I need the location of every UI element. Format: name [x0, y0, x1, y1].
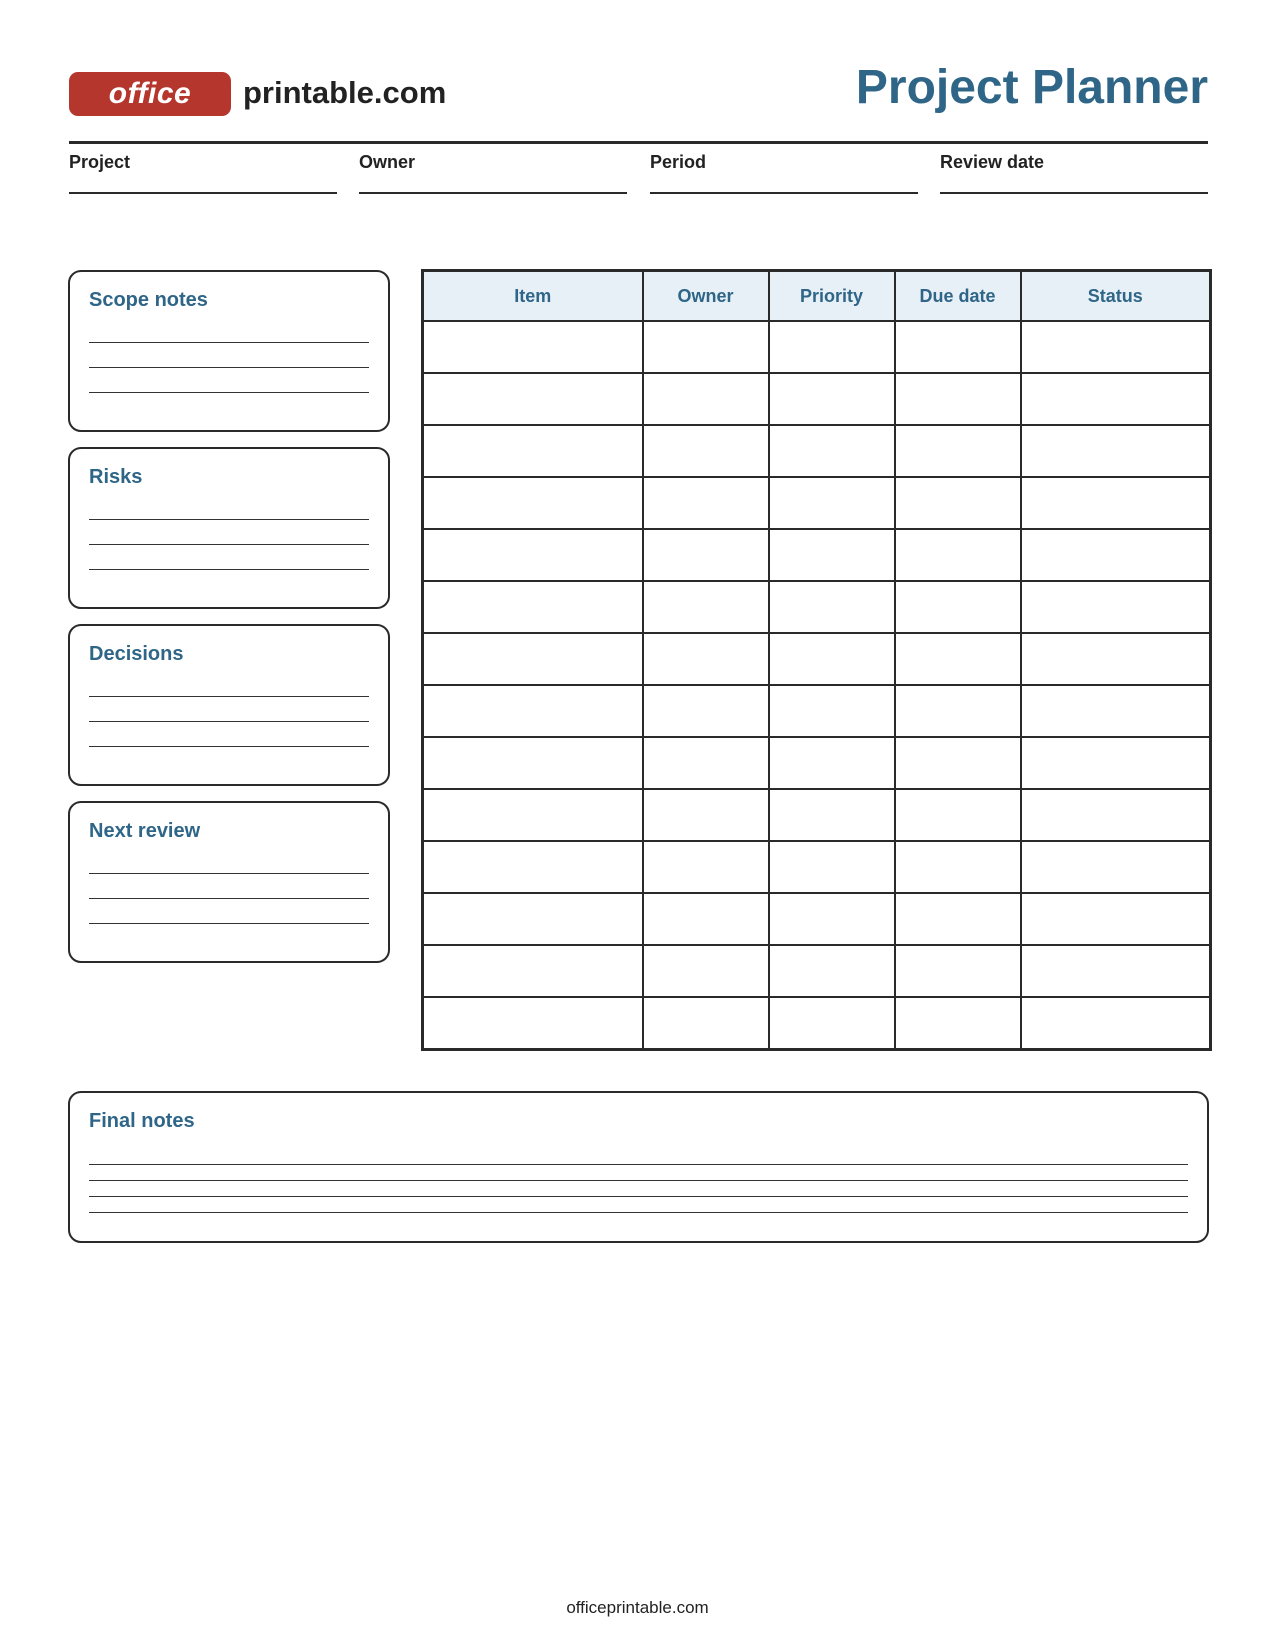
column-header-owner: Owner	[643, 271, 769, 322]
table-cell[interactable]	[643, 477, 769, 529]
writing-line	[89, 569, 369, 570]
table-row	[423, 737, 1211, 789]
table-cell[interactable]	[643, 321, 769, 373]
decisions-box[interactable]	[68, 624, 390, 786]
owner-label: Owner	[359, 152, 416, 172]
table-cell[interactable]	[423, 945, 643, 997]
writing-line	[89, 1180, 1188, 1181]
table-cell[interactable]	[769, 373, 895, 425]
column-header-priority: Priority	[769, 271, 895, 322]
table-cell[interactable]	[423, 529, 643, 581]
project-label: Project	[69, 152, 131, 172]
table-row	[423, 373, 1211, 425]
writing-line	[89, 1212, 1188, 1213]
table-header-row	[423, 271, 1211, 322]
risks-title: Risks	[89, 466, 143, 488]
table-cell[interactable]	[423, 477, 643, 529]
table-cell[interactable]	[643, 841, 769, 893]
writing-line	[89, 898, 369, 899]
table-cell[interactable]	[1021, 789, 1211, 841]
table-cell[interactable]	[423, 893, 643, 945]
table-row	[423, 893, 1211, 945]
table-cell[interactable]	[643, 425, 769, 477]
period-label: Period	[650, 152, 707, 172]
project-field[interactable]	[69, 152, 337, 194]
table-row	[423, 321, 1211, 373]
table-row	[423, 477, 1211, 529]
writing-line	[89, 392, 369, 393]
table-cell[interactable]	[769, 893, 895, 945]
next-review-box[interactable]	[68, 801, 390, 963]
table-cell[interactable]	[769, 945, 895, 997]
writing-line	[89, 923, 369, 924]
table-cell[interactable]	[1021, 477, 1211, 529]
logo-badge	[69, 72, 231, 116]
review-date-field[interactable]	[940, 152, 1208, 194]
table-cell[interactable]	[423, 321, 643, 373]
table-cell[interactable]	[895, 581, 1021, 633]
table-cell[interactable]	[895, 425, 1021, 477]
table-cell[interactable]	[895, 893, 1021, 945]
table-row	[423, 945, 1211, 997]
table-row	[423, 633, 1211, 685]
logo-badge-text: office	[108, 77, 192, 110]
table-cell[interactable]	[895, 529, 1021, 581]
table-cell[interactable]	[1021, 425, 1211, 477]
table-cell[interactable]	[769, 841, 895, 893]
table-cell[interactable]	[1021, 737, 1211, 789]
table-cell[interactable]	[643, 997, 769, 1050]
table-cell[interactable]	[1021, 581, 1211, 633]
table-cell[interactable]	[423, 581, 643, 633]
table-cell[interactable]	[1021, 841, 1211, 893]
writing-line	[89, 721, 369, 722]
writing-line	[89, 873, 369, 874]
table-cell[interactable]	[1021, 633, 1211, 685]
footer-url: officeprintable.com	[566, 1598, 709, 1617]
owner-field[interactable]	[359, 152, 627, 194]
final-notes-title: Final notes	[89, 1110, 195, 1132]
table-cell[interactable]	[643, 737, 769, 789]
table-cell[interactable]	[423, 373, 643, 425]
table-body	[423, 321, 1211, 1050]
table-row	[423, 529, 1211, 581]
writing-line	[89, 1164, 1188, 1165]
table-cell[interactable]	[643, 581, 769, 633]
writing-line	[89, 746, 369, 747]
table-cell[interactable]	[423, 685, 643, 737]
table-cell[interactable]	[643, 945, 769, 997]
table-cell[interactable]	[769, 737, 895, 789]
writing-line	[89, 519, 369, 520]
table-cell[interactable]	[895, 373, 1021, 425]
table-cell[interactable]	[643, 633, 769, 685]
column-header-due-date: Due date	[895, 271, 1021, 322]
table-cell[interactable]	[1021, 945, 1211, 997]
table-cell[interactable]	[895, 633, 1021, 685]
table-cell[interactable]	[769, 997, 895, 1050]
writing-line	[89, 367, 369, 368]
table-row	[423, 685, 1211, 737]
table-cell[interactable]	[1021, 685, 1211, 737]
table-cell[interactable]	[423, 425, 643, 477]
table-cell[interactable]	[643, 789, 769, 841]
logo-domain: printable.com	[243, 75, 447, 110]
table-cell[interactable]	[895, 737, 1021, 789]
decisions-title: Decisions	[89, 643, 184, 665]
table-cell[interactable]	[1021, 321, 1211, 373]
table-row	[423, 789, 1211, 841]
final-notes-box[interactable]	[68, 1091, 1209, 1243]
table-row	[423, 997, 1211, 1050]
writing-line	[89, 544, 369, 545]
table-cell[interactable]	[769, 529, 895, 581]
table-cell[interactable]	[895, 321, 1021, 373]
table-cell[interactable]	[1021, 997, 1211, 1050]
table-cell[interactable]	[895, 477, 1021, 529]
table-cell[interactable]	[769, 425, 895, 477]
table-cell[interactable]	[643, 373, 769, 425]
header-divider	[69, 141, 1208, 144]
table-cell[interactable]	[895, 685, 1021, 737]
table-cell[interactable]	[643, 893, 769, 945]
task-table	[421, 269, 1212, 1051]
table-row	[423, 581, 1211, 633]
review-date-label: Review date	[940, 152, 1045, 172]
table-cell[interactable]	[1021, 373, 1211, 425]
table-cell[interactable]	[423, 841, 643, 893]
table-cell[interactable]	[895, 945, 1021, 997]
scope-notes-title: Scope notes	[89, 289, 208, 311]
table-cell[interactable]	[769, 581, 895, 633]
next-review-title: Next review	[89, 820, 201, 842]
table-cell[interactable]	[423, 737, 643, 789]
table-cell[interactable]	[895, 841, 1021, 893]
table-row	[423, 425, 1211, 477]
table-cell[interactable]	[895, 997, 1021, 1050]
table-cell[interactable]	[423, 789, 643, 841]
writing-line	[89, 1196, 1188, 1197]
risks-box[interactable]	[68, 447, 390, 609]
table-cell[interactable]	[643, 529, 769, 581]
writing-line	[89, 696, 369, 697]
table-cell[interactable]	[769, 685, 895, 737]
table-cell[interactable]	[769, 633, 895, 685]
table-cell[interactable]	[643, 685, 769, 737]
column-header-item: Item	[423, 271, 643, 322]
table-row	[423, 841, 1211, 893]
table-cell[interactable]	[769, 477, 895, 529]
table-cell[interactable]	[1021, 529, 1211, 581]
table-cell[interactable]	[423, 633, 643, 685]
period-field[interactable]	[650, 152, 918, 194]
table-cell[interactable]	[769, 321, 895, 373]
table-cell[interactable]	[423, 997, 643, 1050]
scope-notes-box[interactable]	[68, 270, 390, 432]
page-title: Project Planner	[855, 61, 1208, 114]
table-cell[interactable]	[769, 789, 895, 841]
writing-line	[89, 342, 369, 343]
table-cell[interactable]	[895, 789, 1021, 841]
column-header-status: Status	[1021, 271, 1211, 322]
table-cell[interactable]	[1021, 893, 1211, 945]
